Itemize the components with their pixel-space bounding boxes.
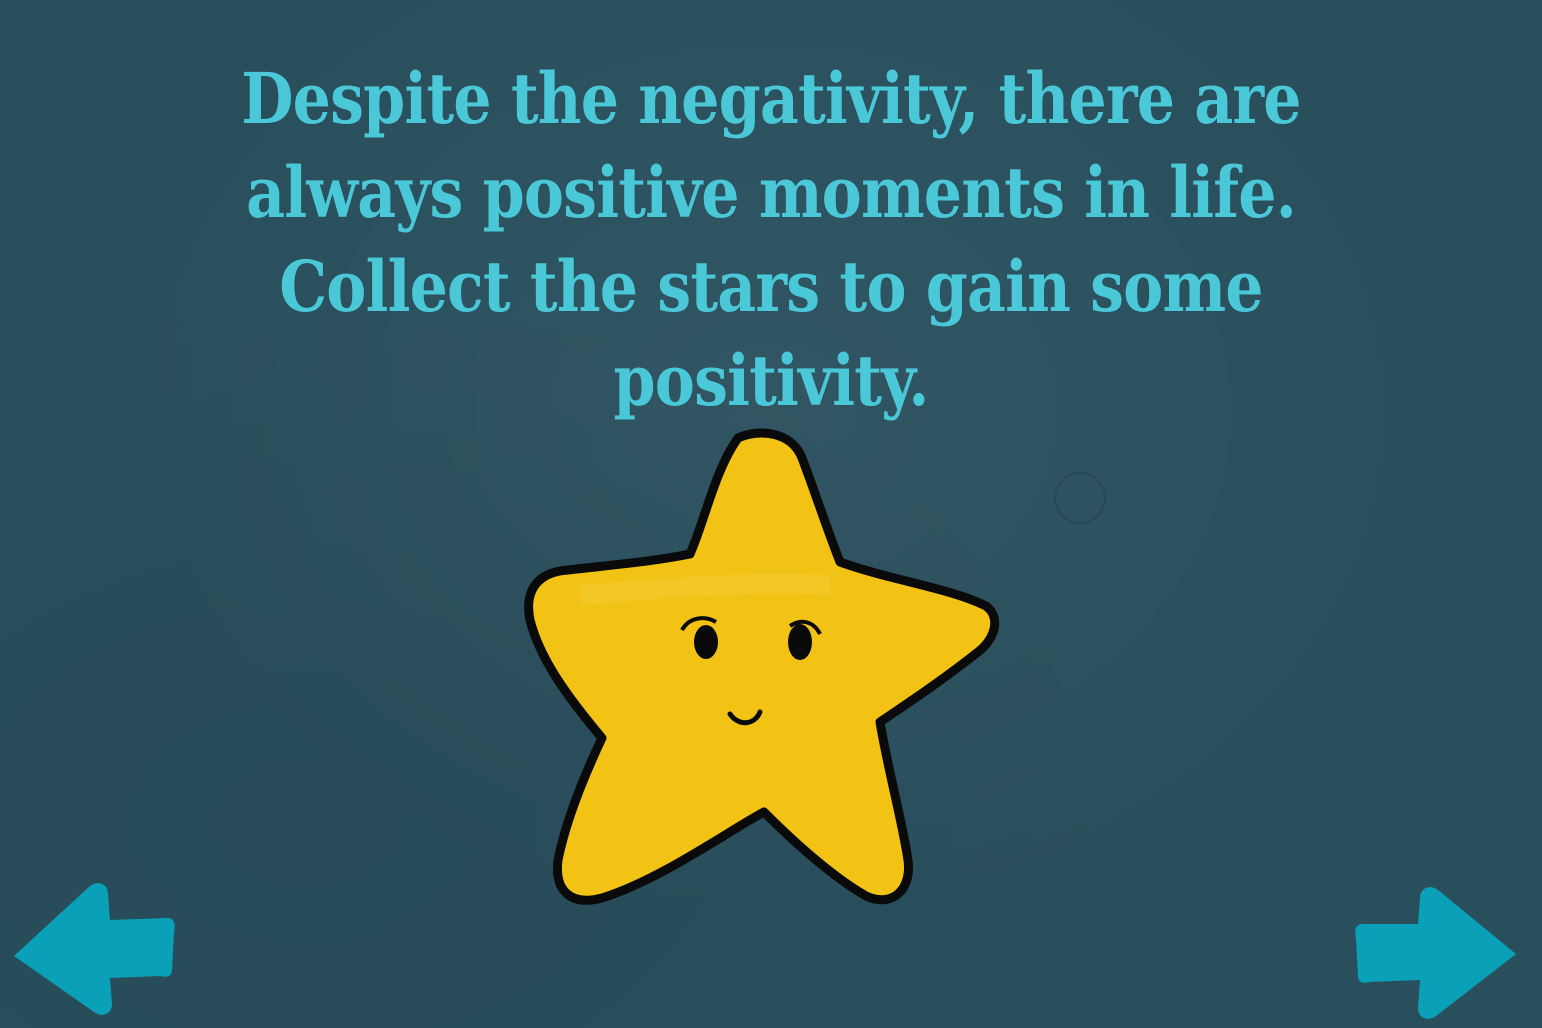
arrow-left-icon[interactable] xyxy=(8,878,178,1018)
star-left-eye xyxy=(694,625,718,659)
star-body xyxy=(529,433,995,900)
instruction-text: Despite the negativity, there are always positive moments in life. Collect the stars to gain some positivity. xyxy=(241,57,1301,422)
background-smudge xyxy=(1054,472,1106,524)
smiling-star-icon[interactable] xyxy=(510,420,1010,920)
arrow-right-icon[interactable] xyxy=(1352,884,1522,1024)
star-right-eye xyxy=(788,624,812,660)
star-texture xyxy=(580,584,830,595)
